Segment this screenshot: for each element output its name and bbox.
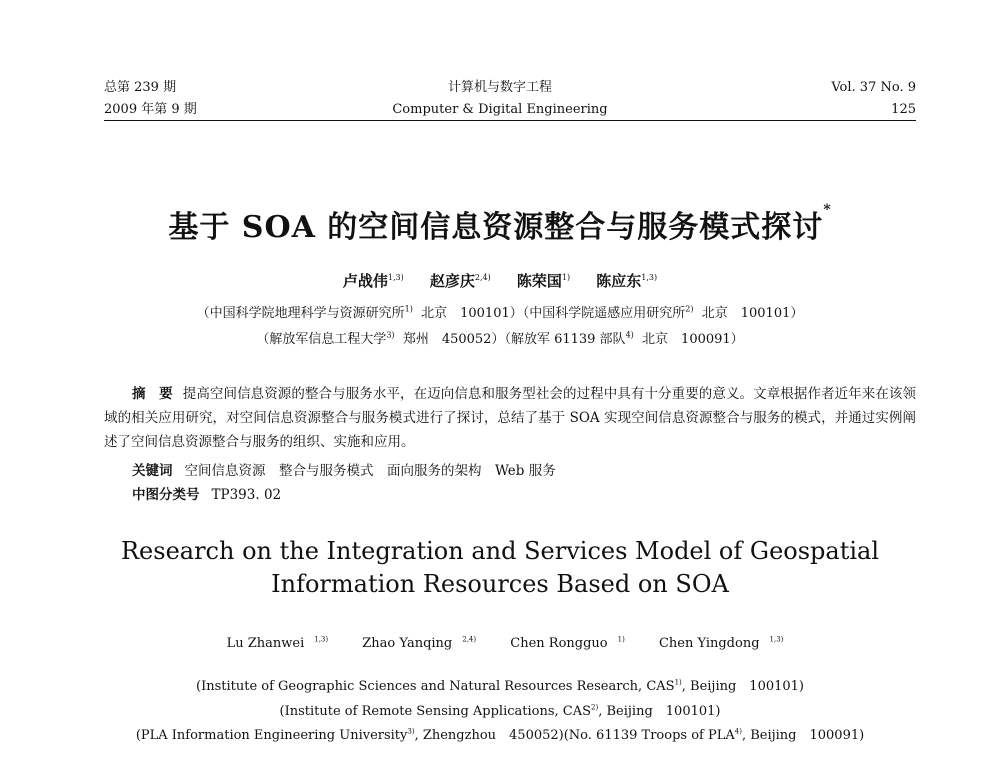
abstract-cn	[104, 382, 916, 454]
paper-title-en-line1: Research on the Integration and Services Model of Geospatial	[120, 537, 880, 565]
author-en: Chen Rongguo $^{1)}$	[510, 636, 625, 652]
affiliation-en-line1: (Institute of Geographic Sciences and Natural Resources Research, CAS$^{1)}$, Beijing 100101)	[196, 678, 804, 694]
classification-value: TP393. 02	[211, 487, 282, 503]
paper-title-en-line2: Information Resources Based on SOA	[271, 570, 729, 598]
abstract-text: 提高空间信息资源的整合与服务水平，在迈向信息和服务型社会的过程中具有十分重要的意义。文章根据作者近年来在该领域的相关应用研究，对空间信息资源整合与服务模式进行了探讨，总结了基于 SOA 实现空间信息资源整合与服务的模式，并通过实例阐述了空间信息资源整合与服务的组织、实施和应用。	[104, 386, 917, 450]
page-number: 125	[891, 102, 916, 117]
paper-title-cn: 基于 SOA 的空间信息资源整合与服务模式探讨*	[168, 202, 832, 245]
header-rule	[104, 120, 916, 121]
author-en: Chen Yingdong $^{1,3)}$	[658, 636, 784, 652]
authors-en	[0, 636, 1000, 651]
affiliation-cn-line1: （中国科学院地理科学与资源研究所$^{1)}$ 北京 100101）（中国科学院遥感应用研究所$^{2)}$ 北京 100101）	[196, 304, 804, 321]
authors-cn	[0, 270, 1000, 291]
author-en: Zhao Yanqing $^{2,4)}$	[362, 636, 477, 652]
issue-date: 2009 年第 9 期	[104, 102, 197, 117]
author-cn: 赵彦庆$^{2,4)}$	[429, 272, 491, 290]
volume-number: Vol. 37 No. 9	[831, 80, 916, 95]
keywords-cn	[132, 459, 556, 479]
author-cn: 陈荣国$^{1)}$	[516, 272, 571, 290]
affiliation-en-line2: (Institute of Remote Sensing Applications, CAS$^{2)}$, Beijing 100101)	[279, 703, 721, 719]
affiliation-en-line3: (PLA Information Engineering University$^{3)}$, Zhengzhou 450052)(No. 61139 Troops of PLA$^{4)}$, Beijing 100091)	[135, 727, 865, 743]
issue-total: 总第 239 期	[104, 80, 177, 95]
affiliation-cn-line2: （解放军信息工程大学$^{3)}$ 郑州 450052）（解放军 61139 部队$^{4)}$ 北京 100091）	[256, 330, 744, 347]
classification-label: 中图分类号	[132, 487, 200, 503]
journal-title-en: Computer & Digital Engineering	[392, 102, 608, 117]
author-en: Lu Zhanwei $^{1,3)}$	[226, 636, 329, 652]
keywords-label: 关键词	[132, 463, 173, 479]
title-footnote-mark: *	[823, 202, 832, 218]
keywords-text: 空间信息资源 整合与服务模式 面向服务的架构 Web 服务	[184, 463, 556, 479]
journal-title-cn: 计算机与数字工程	[447, 80, 552, 95]
author-cn: 卢战伟$^{1,3)}$	[342, 272, 404, 290]
classification-cn	[132, 483, 281, 503]
abstract-label: 摘 要	[132, 386, 173, 402]
author-cn: 陈应东$^{1,3)}$	[596, 272, 658, 290]
